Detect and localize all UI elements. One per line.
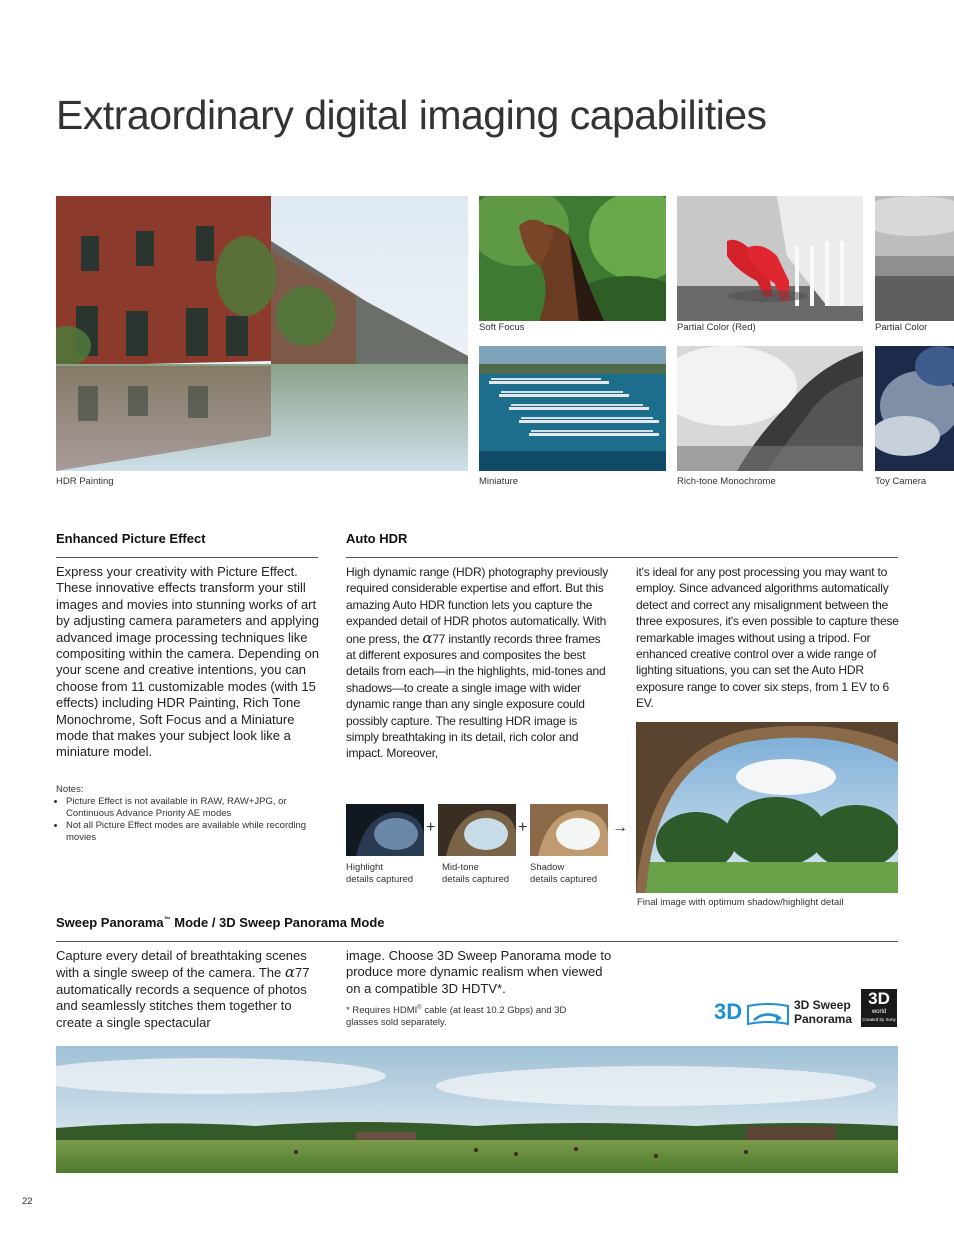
note-item: • Not all Picture Effect modes are available while recording movies — [66, 820, 318, 844]
sweep-panorama-photo — [56, 1046, 898, 1173]
heading-text: Sweep Panorama — [56, 915, 164, 930]
caption-final-image: Final image with optimum shadow/highlight detail — [637, 897, 844, 908]
caption-partial-color: Partial Color — [875, 322, 928, 333]
auto-hdr-col1-text-a: High dynamic range (HDR) photography previously required considerable expertise and effort. But this amazing Auto HDR function lets you capture the expanded detail of HDR photos automatically. With one press, the — [346, 565, 609, 646]
picture-effect-notes — [56, 784, 318, 844]
caption-rich-tone: Rich-tone Monochrome — [677, 476, 776, 487]
caption-soft-focus: Soft Focus — [479, 322, 525, 333]
alpha-logo: α — [284, 963, 295, 982]
footnote-star: * — [346, 1005, 350, 1017]
sweep-col1-text-a: Capture every detail of breathtaking scenes with a single sweep of the camera. The — [56, 948, 307, 981]
caption-line: details captured — [442, 874, 510, 885]
soft-focus-photo — [479, 196, 666, 321]
auto-hdr-col2: it's ideal for any post processing you may want to employ. Since advanced algorithms automatically detect and correct any misalignment between the three exposures, it's even possible to capture these remarkable images without using a tripod. For enhanced creative control over a wide range of lighting situations, you can set the Auto HDR exposure range to cover six steps, from 1 EV to 6 EV. — [636, 565, 899, 711]
logo-line: Panorama — [794, 1012, 853, 1026]
logo-3d-text: 3D — [714, 999, 743, 1024]
caption-highlight — [346, 862, 413, 886]
sweep-col2: image. Choose 3D Sweep Panorama mode to produce more dynamic realism when viewed on a compatible 3D HDTV*. — [346, 948, 612, 996]
partial-color-red-photo — [677, 196, 863, 321]
page-title: Extraordinary digital imaging capabilities — [56, 92, 767, 138]
panorama-sweep-icon — [746, 1002, 790, 1028]
logo-caption — [794, 998, 852, 1026]
auto-hdr-col1-text-b: 77 instantly records three frames at different exposures and composites the best details from each—in the highlights, mid-tones and shadows—to create a single image with wider dynamic range than any single exposure could possibly capture. The resulting HDR image is simply breathtaking in its detail, rich color and impact. Moreover, — [346, 631, 606, 761]
footnote-text: cable (at least 10.2 Gbps) and 3D glasses sold separately. — [346, 1005, 567, 1029]
arrow-symbol: → — [612, 819, 628, 836]
caption-miniature: Miniature — [479, 476, 519, 487]
final-hdr-photo — [636, 722, 898, 893]
3d-sweep-panorama-logo — [714, 996, 854, 1032]
highlight-exposure-photo — [346, 804, 424, 856]
page-number: 22 — [22, 1196, 33, 1207]
badge-sub-text: Created by Sony — [862, 1017, 896, 1022]
miniature-photo — [479, 346, 666, 471]
sweep-col1 — [56, 948, 322, 1031]
caption-shadow — [530, 862, 597, 886]
sweep-panorama-heading — [56, 915, 384, 930]
caption-line: Mid-tone — [442, 862, 479, 873]
sweep-footnote — [346, 1002, 596, 1029]
caption-midtone — [442, 862, 509, 886]
toy-camera-photo — [875, 346, 954, 471]
plus-symbol: + — [426, 819, 436, 836]
3d-world-badge — [861, 989, 897, 1027]
caption-line: details captured — [530, 874, 598, 885]
partial-color-photo — [875, 196, 954, 321]
auto-hdr-rule — [346, 557, 898, 558]
notes-label: Notes: — [56, 784, 84, 795]
caption-partial-color-red: Partial Color (Red) — [677, 322, 756, 333]
trademark-symbol: ™ — [163, 916, 171, 924]
logo-line: 3D Sweep — [794, 998, 851, 1012]
alpha-logo: α — [422, 628, 433, 647]
picture-effect-heading: Enhanced Picture Effect — [56, 531, 206, 546]
sweep-col1-text-b: 77 automatically records a sequence of photos and seamlessly stitches them together to create a single spectacular — [56, 965, 310, 1030]
registered-symbol: ® — [417, 1005, 422, 1011]
rich-tone-monochrome-photo — [677, 346, 863, 471]
picture-effect-body: Express your creativity with Picture Effect. These innovative effects transform your still images and movies into stunning works of art by adjusting camera parameters and applying advanced image processing techniques like compositing within the camera. Depending on your scene and creative intentions, you can choose from 11 customizable modes (with 15 effects) including HDR Painting, Rich Tone Monochrome, Soft Focus and a Miniature mode that makes your subject look like a miniature model. — [56, 564, 320, 760]
auto-hdr-col1 — [346, 564, 612, 762]
auto-hdr-heading: Auto HDR — [346, 531, 408, 546]
note-item: • Picture Effect is not available in RAW, RAW+JPG, or Continuous Advance Priority AE modes — [66, 796, 318, 820]
badge-world-text: world — [871, 1009, 887, 1015]
caption-line: Shadow — [530, 862, 565, 873]
caption-line: details captured — [346, 874, 414, 885]
caption-toy-camera: Toy Camera — [875, 476, 927, 487]
caption-line: Highlight — [346, 862, 383, 873]
shadow-exposure-photo — [530, 804, 608, 856]
plus-symbol: + — [518, 819, 528, 836]
footnote-text: Requires HDMI — [352, 1005, 418, 1017]
sweep-panorama-rule — [56, 941, 898, 942]
picture-effect-rule — [56, 557, 318, 558]
caption-hdr-painting: HDR Painting — [56, 476, 114, 487]
badge-3d-text: 3D — [868, 989, 890, 1008]
midtone-exposure-photo — [438, 804, 516, 856]
heading-text: Mode / 3D Sweep Panorama Mode — [170, 915, 385, 930]
hdr-painting-photo — [56, 196, 468, 471]
